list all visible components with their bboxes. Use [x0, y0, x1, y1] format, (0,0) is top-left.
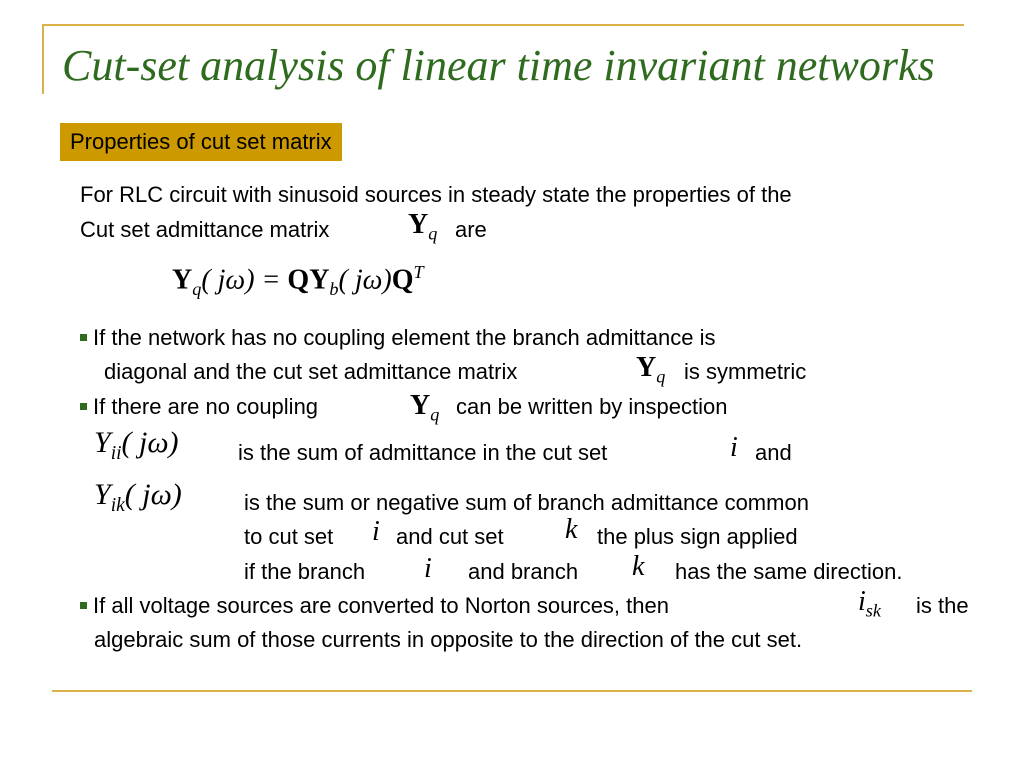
- yik-line-2-c: the plus sign applied: [597, 524, 798, 549]
- left-accent-rule: [42, 26, 44, 94]
- intro-line-2-text: Cut set admittance matrix: [80, 217, 330, 242]
- var-i-2: i: [372, 516, 380, 547]
- bullet-icon: [80, 602, 87, 609]
- yq-symbol-2: $Y_q$: [636, 352, 666, 387]
- top-rule: [42, 24, 964, 26]
- intro-line-1: For RLC circuit with sinusoid sources in steady state the properties of the: [80, 182, 792, 207]
- intro-line-2: [80, 217, 329, 243]
- bullet-icon: [80, 334, 87, 341]
- yik-line-3-c: has the same direction.: [675, 559, 903, 584]
- bullet-2-line-1: If there are no coupling: [80, 394, 318, 420]
- bullet-1-line-2: diagonal and the cut set admittance matrix: [104, 359, 518, 384]
- var-i-1: i: [730, 432, 738, 463]
- cutset-admittance-formula: $Y_q$( $j\omega) = QY_b$( $j\omega)Q^T$: [172, 262, 424, 299]
- bullet-1-line-1: If the network has no coupling element the branch admittance is: [80, 325, 715, 351]
- section-heading: Properties of cut set matrix: [60, 123, 342, 161]
- yik-line-3-a: if the branch: [244, 559, 366, 584]
- yik-description-line-1: is the sum or negative sum of branch admittance common: [244, 490, 809, 515]
- yii-symbol: $Y_{ii}$( jω): [94, 426, 179, 464]
- slide-title: Cut-set analysis of linear time invariant networks: [62, 41, 935, 90]
- yik-line-2-a: to cut set: [244, 524, 334, 549]
- bullet-3-line-1-end: is the: [916, 593, 969, 618]
- yq-symbol-1: $Y_q$: [408, 209, 438, 244]
- bullet-icon: [80, 403, 87, 410]
- bullet-1-line-2-end: is symmetric: [684, 359, 807, 384]
- bullet-2-line-1-end: can be written by inspection: [456, 394, 728, 419]
- bottom-rule: [52, 690, 972, 692]
- yii-description: is the sum of admittance in the cut set: [238, 440, 608, 465]
- var-k-1: k: [565, 514, 578, 545]
- isk-symbol: $i_{sk}$: [858, 586, 881, 621]
- var-k-2: k: [632, 551, 645, 582]
- bullet-3-line-1: If all voltage sources are converted to Norton sources, then: [80, 593, 669, 619]
- var-i-3: i: [424, 553, 432, 584]
- intro-line-2-end: are: [455, 217, 487, 242]
- yik-symbol: $Y_{ik}$( jω): [94, 478, 182, 516]
- yq-symbol-3: $Y_q$: [410, 390, 440, 425]
- bullet-3-line-2: algebraic sum of those currents in opposite to the direction of the cut set.: [94, 627, 803, 652]
- yik-line-3-b: and branch: [468, 559, 579, 584]
- yii-description-end: and: [755, 440, 792, 465]
- yik-line-2-b: and cut set: [396, 524, 504, 549]
